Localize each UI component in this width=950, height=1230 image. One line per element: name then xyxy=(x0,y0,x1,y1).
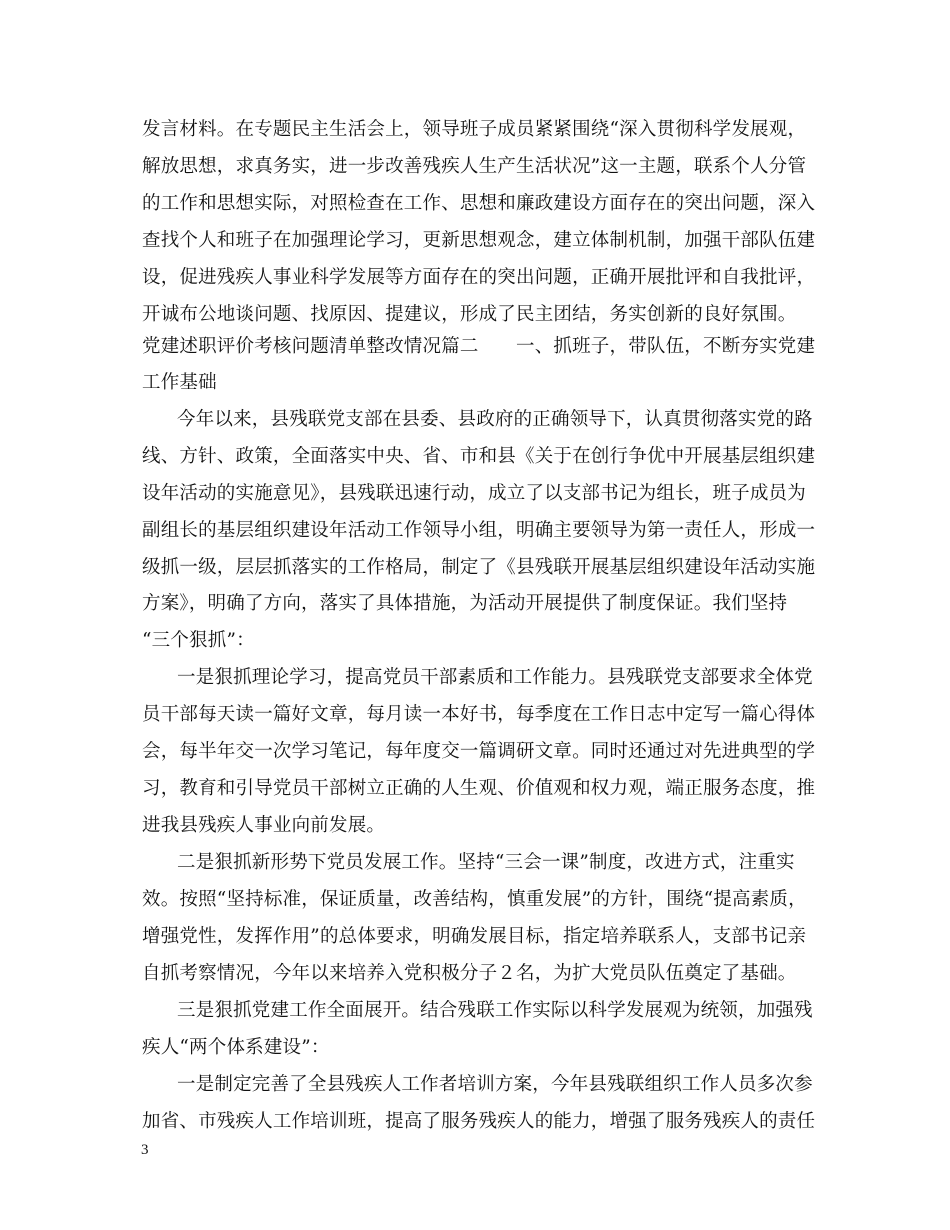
text-line: 进我县残疾人事业向前发展。 xyxy=(142,815,386,836)
text-line: 的工作和思想实际，对照检查在工作、思想和廉政建设方面存在的突出问题，深入 xyxy=(142,193,816,214)
text-line: 增强党性，发挥作用”的总体要求，明确发展目标，指定培养联系人，支部书记亲 xyxy=(142,926,807,947)
text-line: “三个狠抓”： xyxy=(142,630,255,651)
text-line: 疾人“两个体系建设”： xyxy=(142,1037,330,1058)
text-line: 加省、市残疾人工作培训班，提高了服务残疾人的能力，增强了服务残疾人的责任 xyxy=(142,1111,816,1132)
paragraph-first-line: 今年以来，县残联党支部在县委、县政府的正确领导下，认真贯彻落实党的路 xyxy=(177,409,813,430)
text-line: 发言材料。在专题民主生活会上，领导班子成员紧紧围绕“深入贯彻科学发展观， xyxy=(142,119,807,140)
text-line: 设年活动的实施意见》，县残联迅速行动，成立了以支部书记为组长，班子成员为 xyxy=(142,483,806,504)
text-line: 副组长的基层组织建设年活动工作领导小组，明确主要领导为第一责任人，形成一 xyxy=(142,520,816,541)
text-line: 员干部每天读一篇好文章，每月读一本好书，每季度在工作日志中定写一篇心得体 xyxy=(142,704,816,725)
section-heading-line: 党建述职评价考核问题清单整改情况篇二 一、抓班子，带队伍，不断夯实党建 xyxy=(142,336,816,357)
text-line: 效。按照“坚持标准，保证质量，改善结构，慎重发展”的方针，围绕“提高素质， xyxy=(142,889,807,910)
text-line: 会，每半年交一次学习笔记，每年度交一篇调研文章。同时还通过对先进典型的学 xyxy=(142,741,816,762)
section-heading-line: 工作基础 xyxy=(142,372,217,393)
paragraph-first-line: 一是狠抓理论学习，提高党员干部素质和工作能力。县残联党支部要求全体党 xyxy=(177,667,813,688)
text-line: 设，促进残疾人事业科学发展等方面存在的突出问题，正确开展批评和自我批评， xyxy=(142,267,816,288)
text-line: 自抓考察情况，今年以来培养入党积极分子２名，为扩大党员队伍奠定了基础。 xyxy=(142,963,797,984)
text-line: 级抓一级，层层抓落实的工作格局，制定了《县残联开展基层组织建设年活动实施 xyxy=(142,557,816,578)
paragraph-first-line: 二是狠抓新形势下党员发展工作。坚持“三会一课”制度，改进方式，注重实 xyxy=(177,852,795,873)
page-number: 3 xyxy=(141,1142,149,1158)
text-line: 开诚布公地谈问题、找原因、提建议，形成了民主团结，务实创新的良好氛围。 xyxy=(142,304,797,325)
text-line: 习，教育和引导党员干部树立正确的人生观、价值观和权力观，端正服务态度，推 xyxy=(142,778,816,799)
paragraph-first-line: 一是制定完善了全县残疾人工作者培训方案，今年县残联组织工作人员多次参 xyxy=(177,1074,813,1095)
text-line: 查找个人和班子在加强理论学习，更新思想观念，建立体制机制，加强干部队伍建 xyxy=(142,230,816,251)
text-line: 解放思想，求真务实，进一步改善残疾人生产生活状况”这一主题，联系个人分管 xyxy=(142,156,807,177)
text-line: 方案》，明确了方向，落实了具体措施，为活动开展提供了制度保证。我们坚持 xyxy=(142,593,788,614)
text-line: 线、方针、政策，全面落实中央、省、市和县《关于在创行争优中开展基层组织建 xyxy=(142,446,816,467)
paragraph-first-line: 三是狠抓党建工作全面展开。结合残联工作实际以科学发展观为统领，加强残 xyxy=(177,1000,813,1021)
